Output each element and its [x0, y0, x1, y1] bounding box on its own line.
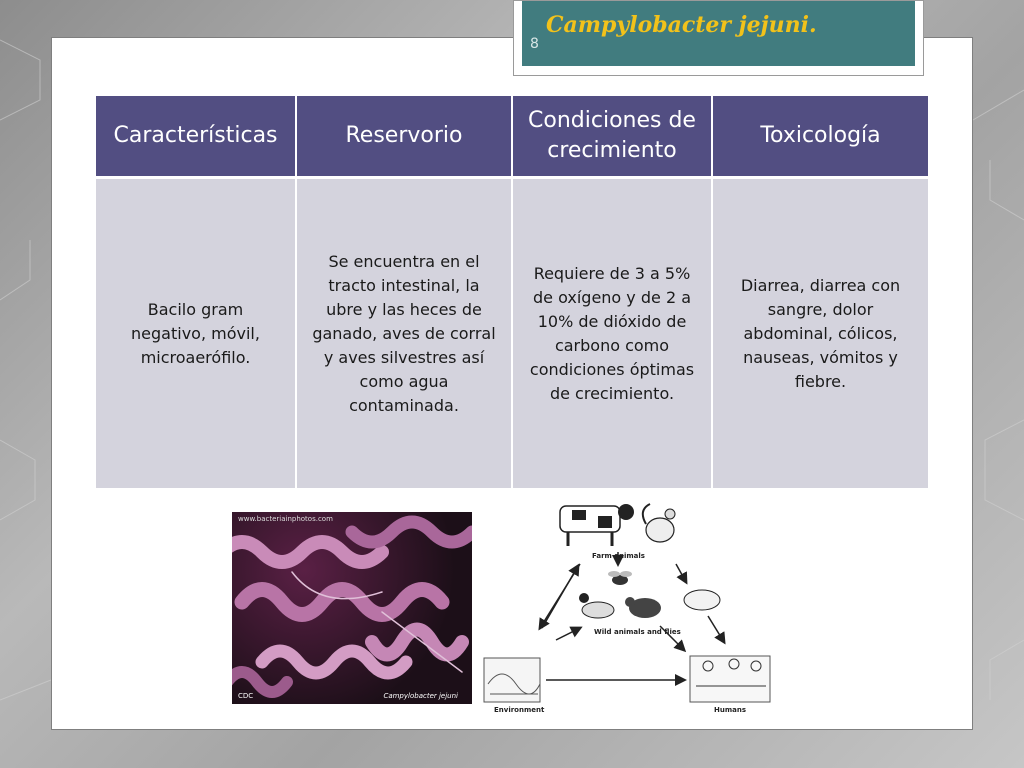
micrograph-image — [232, 512, 472, 704]
cell-toxicologia: Diarrea, diarrea con sangre, dolor abdominal, cólicos, nauseas, vómitos y fiebre. — [712, 178, 928, 489]
environment-icon — [484, 658, 540, 702]
cycle-illustration — [480, 494, 776, 720]
label-farm-animals: Farm animals — [592, 552, 645, 560]
micrograph-caption: Campylobacter jejuni — [383, 692, 458, 700]
table-header-row — [96, 96, 928, 178]
arrow-env-wild — [556, 628, 580, 640]
table-row — [96, 178, 928, 489]
rodent-icon — [625, 597, 661, 618]
fly-icon — [608, 571, 632, 585]
header-reservorio: Reservorio — [296, 96, 512, 178]
label-environment: Environment — [494, 706, 545, 714]
arrow-meat-humans — [708, 616, 724, 642]
micrograph-watermark: www.bacteriainphotos.com — [238, 515, 333, 523]
label-wild-animals: Wild animals and flies — [594, 628, 681, 636]
chicken-meat-icon — [684, 590, 720, 610]
transmission-cycle-diagram — [480, 494, 776, 720]
slide-number: 8 — [530, 36, 539, 52]
duck-icon — [579, 593, 614, 618]
micrograph-credit: CDC — [238, 692, 254, 700]
rooster-icon — [643, 504, 675, 542]
cell-condiciones: Requiere de 3 a 5% de oxígeno y de 2 a 10% de dióxido de carbono como condiciones óptimas de crecimiento. — [512, 178, 712, 489]
cell-reservorio: Se encuentra en el tracto intestinal, la ubre y las heces de ganado, aves de corral y aves silvestres así como agua contaminada. — [296, 178, 512, 489]
arrow-farm-meat — [676, 564, 686, 582]
info-table — [96, 96, 928, 488]
humans-icon — [690, 656, 770, 702]
arrow-env-farm — [542, 566, 578, 628]
label-humans: Humans — [714, 706, 747, 714]
bacteria-illustration — [232, 512, 472, 704]
header-condiciones: Condiciones de crecimiento — [512, 96, 712, 178]
header-toxicologia: Toxicología — [712, 96, 928, 178]
slide-title: Campylobacter jejuni. — [546, 12, 817, 38]
cow-icon — [560, 504, 634, 546]
cell-caracteristicas: Bacilo gram negativo, móvil, microaerófilo. — [96, 178, 296, 489]
header-caracteristicas: Características — [96, 96, 296, 178]
